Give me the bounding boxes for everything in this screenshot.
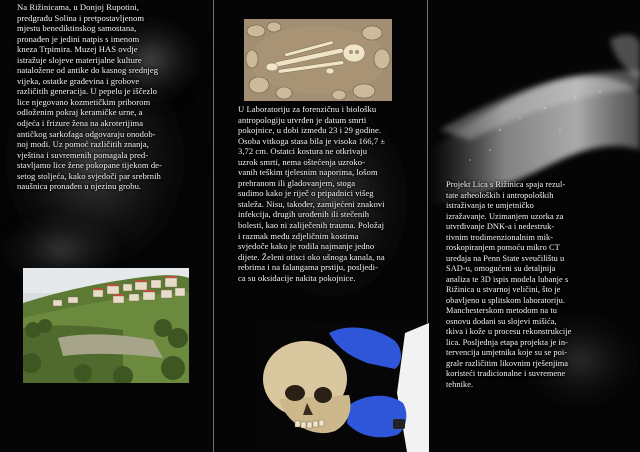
village-landscape-photo — [23, 268, 189, 383]
skull-in-gloved-hands-photo — [257, 323, 429, 452]
fold-line-left — [213, 0, 214, 452]
project-text-column: Projekt Lica s Rižinica spaja rezul- tate arheoloških i antropoloških istraživanja te umjetničko izražavanje. Uzimanjem uzorka za utvrđivanje DNK-a i nedestruk- tivnim trodimenzionalnim mik- roskopiranjem pomoću mikro CT uređaja na Penn State sveučilištu u SAD-u, omogućeni su detaljnija analiza te 3D ispis modela lubanje s Rižinica u stvarnoj veličini, što je obavljeno u splitskom laboratoriju. Manchesterskom metodom na tu osnovu dodani su slojevi mišića, tkiva i kože u procesu rekonstrukcije lica. Posljednja etapa projekta je in- tervencija umjetnika koje su se poi- grale različitim likovnim rješenjima koristeći tradicionalne i suvremene tehnike. — [446, 180, 572, 389]
anthropology-text-column: U Laboratoriju za forenzičnu i biološku antropologiju utvrđen je datum smrti pokojnice, u dobi između 23 i 29 godine. Osoba vitkoga stasa bila je visoka 166,7 ± 3,72 cm. Ostatci kostura ne otkrivaju uzrok smrti, nema oštećenja uzroko- vanih teškim tjelesnim naporima, lošom prehranom ili gladovanjem, stoga sudimo kako je riječ o pripadnici višeg staleža. Nisu, također, zamijećeni znakovi infekcija, drugih urođenih ili stečenih bolesti, kao ni zaliječenih trauma. Položaj i razmak među zdjeličnim kostima svjedoče kako je rodila najmanje jedno dijete. Želeni otisci oko ušnoga kanala, na rebrima i na falangama prstiju, posljedi- ca su oksidacije nakita pokojnice. — [238, 104, 386, 283]
intro-text-column: Na Rižinicama, u Donjoj Rupotini, predgrađu Solina i pretpostavljenom mjestu benediktinskog samostana, pronađen je jedini natpis s imenom kneza Trpimira. Muzej HAS ovdje istražuje slojeve materijalne kulture nataložene od antike do kasnog srednjeg vijeka, ostatke građevina i grobove različitih generacija. U pepelu je iščezlo lice njegovano kozmetičkim priborom odloženim pokraj keramičke urne, a odjeća i frizure žena na akroterijima antičkog sarkofaga odgovaraju onodob- noj modi. Uz pomoć različitih znanja, vještina i suvremenih pomagala pred- stavljamo lice žene pokopane tijekom de- setog stoljeća, kako svjedoči par srebrnih naušnica pronađen u njezinu grobu. — [17, 2, 162, 192]
excavated-skeleton-photo — [244, 19, 392, 101]
